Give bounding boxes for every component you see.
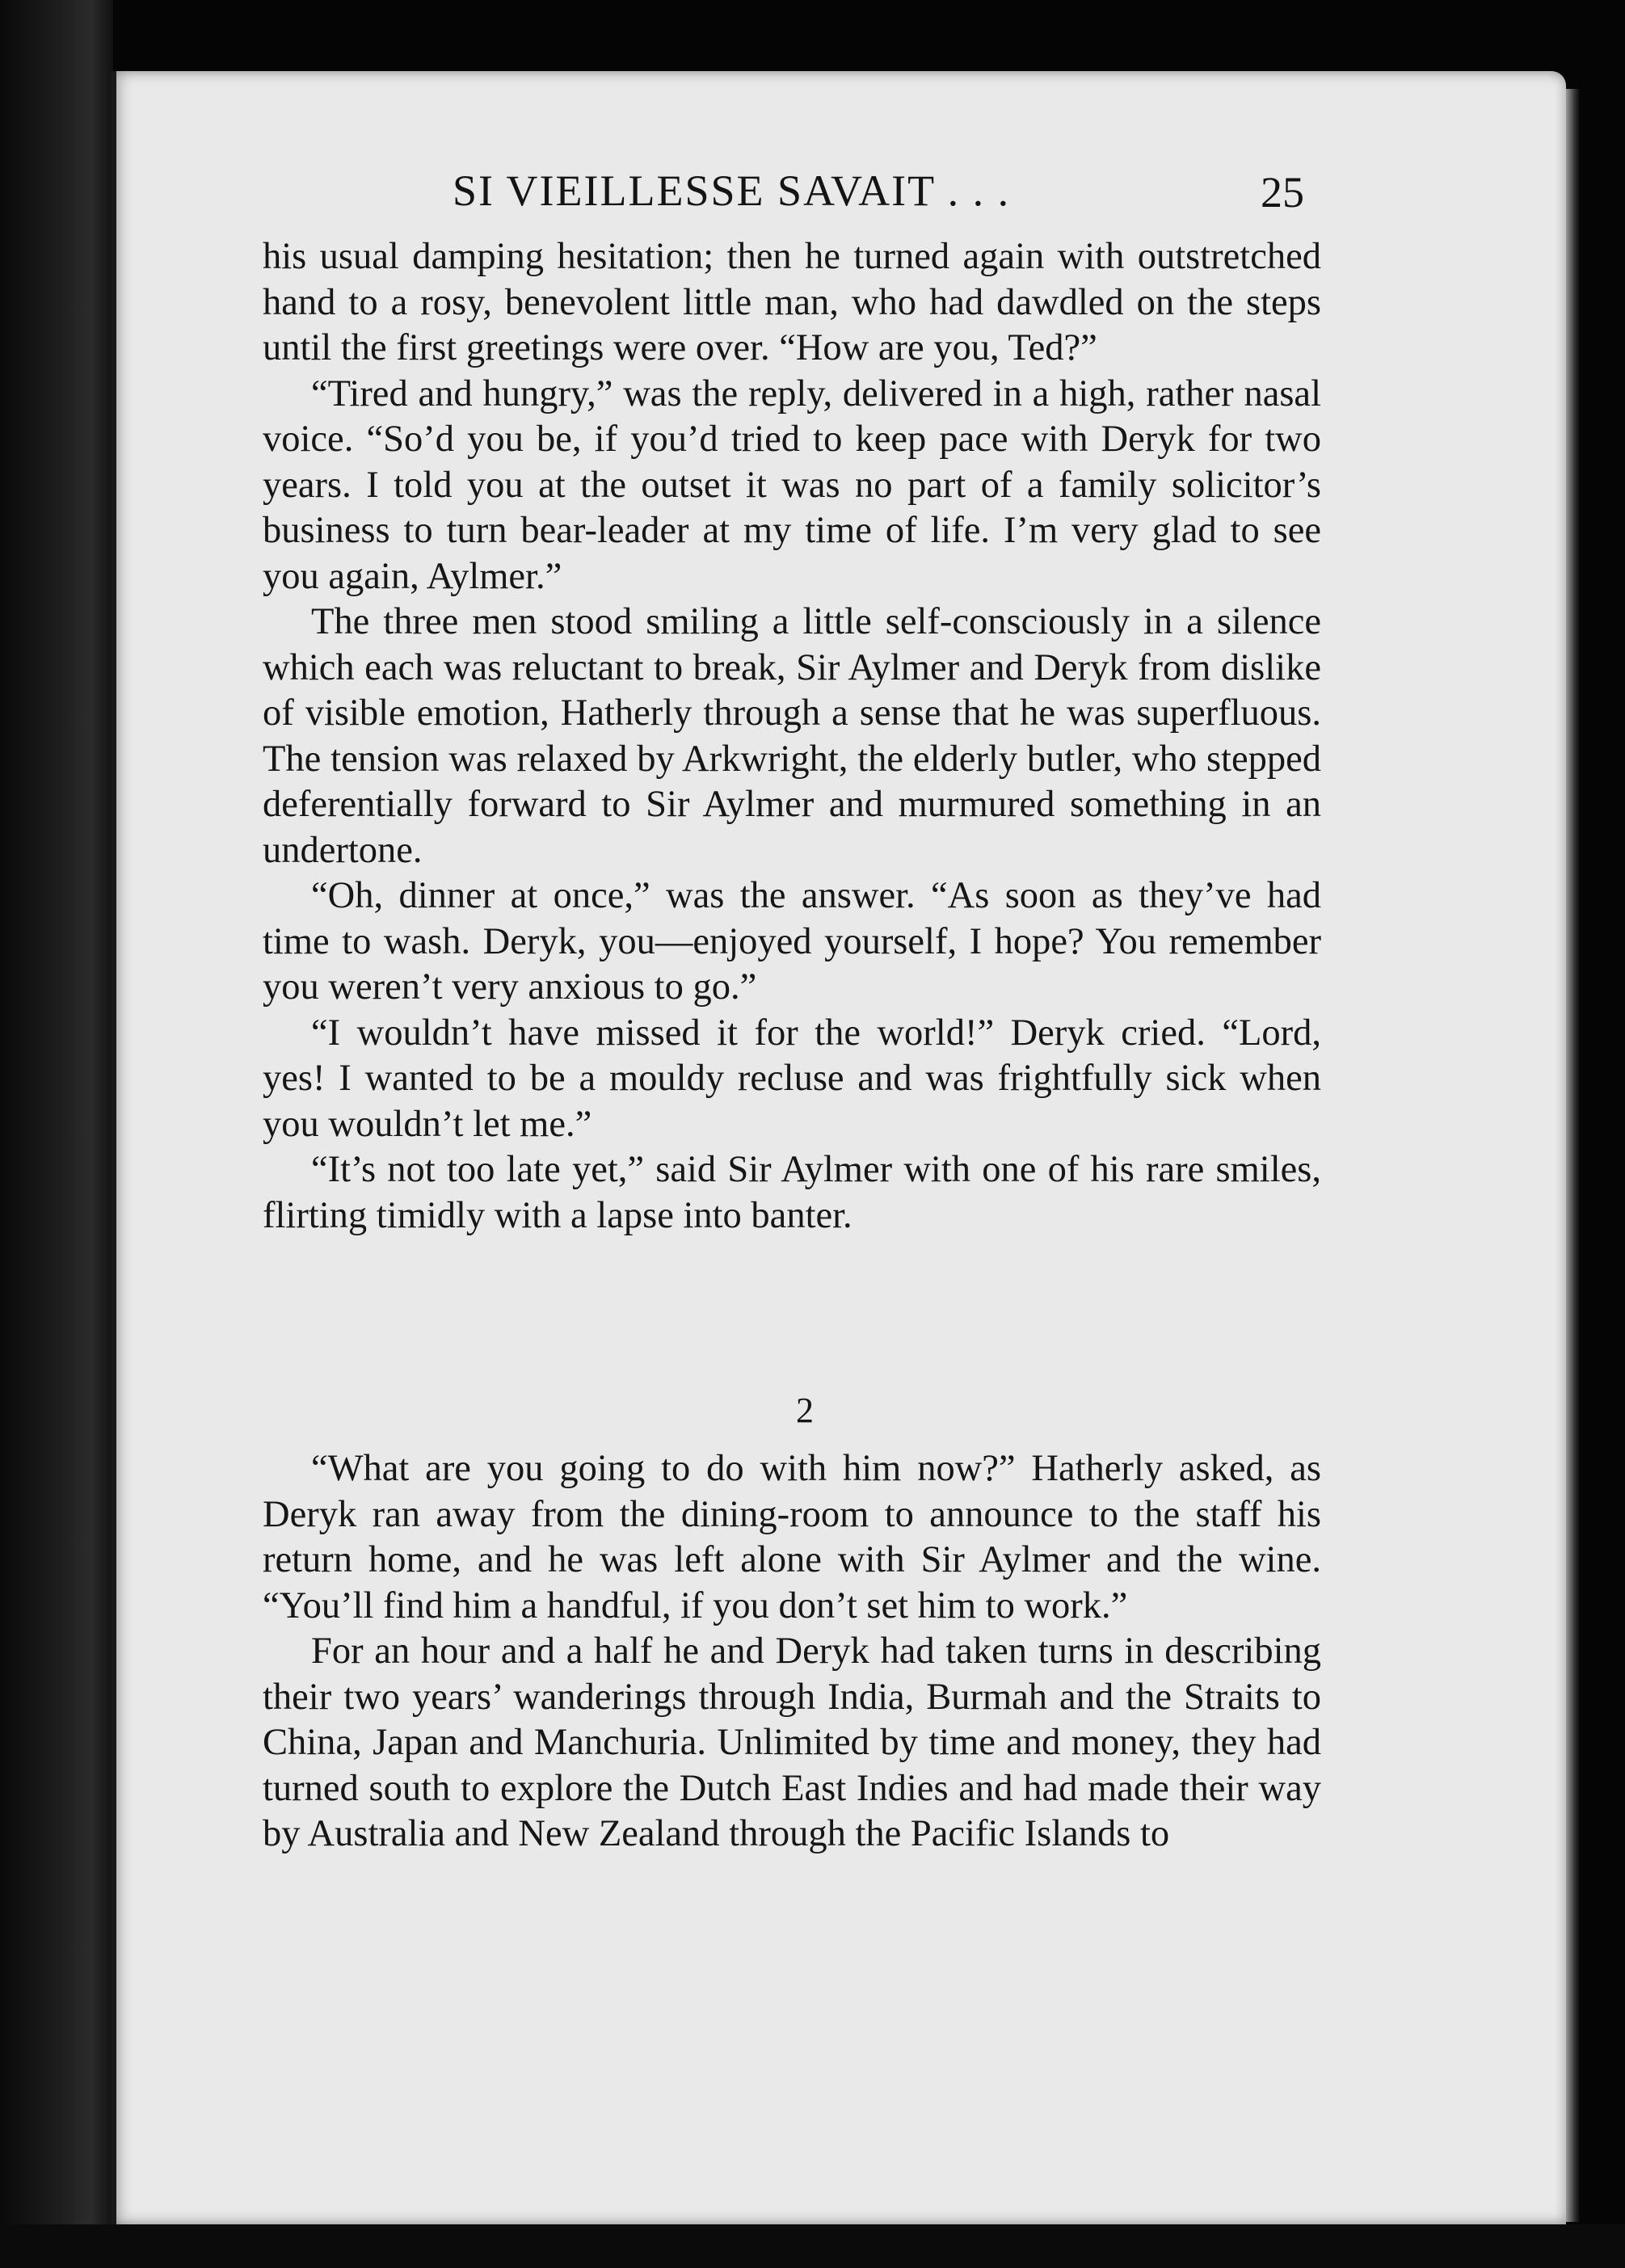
paragraph: For an hour and a half he and Deryk had taken turns in describing their two years’ wanderings through India, Burmah and the Straits to China, Japan and Manchuria. Unlimited by time and money, they had turned south to explore the Dutch East Indies and had made their way by Australia and New Zealand through the Pacific Islands to [263,1631,1321,1854]
paragraph: “What are you going to do with him now?” Hatherly asked, as Deryk ran away from the dining-room to announce to the staff his return home, and he was left alone with Sir Aylmer and the wine. “You’ll find him a handful, if you don’t set him to work.” [263,1448,1321,1626]
scan-bottom-border [0,2224,1625,2268]
page-number: 25 [1261,168,1304,217]
paragraph: “I wouldn’t have missed it for the world!” Deryk cried. “Lord, yes! I wanted to be a mouldy recluse and was frightfully sick when you wouldn’t let me.” [263,1012,1321,1145]
facing-page-edge [0,0,113,2268]
paragraph: “Oh, dinner at once,” was the answer. “As soon as they’ve had time to wash. Deryk, you—enjoyed yourself, I hope? You remember you weren’t very anxious to go.” [263,875,1321,1008]
running-header: SI VIEILLESSE SAVAIT . . . [453,166,1011,215]
text-block-part-1 [263,234,1321,1239]
section-number: 2 [796,1391,814,1430]
paragraph: his usual damping hesitation; then he turned again with outstretched hand to a rosy, benevolent little man, who had dawdled on the steps until the first greetings were over. “How are you, Ted?” [263,236,1321,368]
text-block-part-2 [263,1446,1321,1858]
binding-gutter [112,71,116,2224]
paragraph: “It’s not too late yet,” said Sir Aylmer with one of his rare smiles, flirting timidly with a lapse into banter. [263,1149,1321,1236]
paragraph: The three men stood smiling a little self-consciously in a silence which each was reluctant to break, Sir Aylmer and Deryk from dislike of visible emotion, Hatherly through a sense that he was superfluous. The tension was relaxed by Arkwright, the elderly butler, who stepped deferentially forward to Sir Aylmer and murmured something in an undertone. [263,601,1321,871]
page-right-edge [1566,89,1581,2222]
paragraph: “Tired and hungry,” was the reply, delivered in a high, rather nasal voice. “So’d you be, if you’d tried to keep pace with Deryk for two years. I told you at the outset it was no part of a family solicitor’s business to turn bear-leader at my time of life. I’m very glad to see you again, Aylmer.” [263,372,1321,597]
